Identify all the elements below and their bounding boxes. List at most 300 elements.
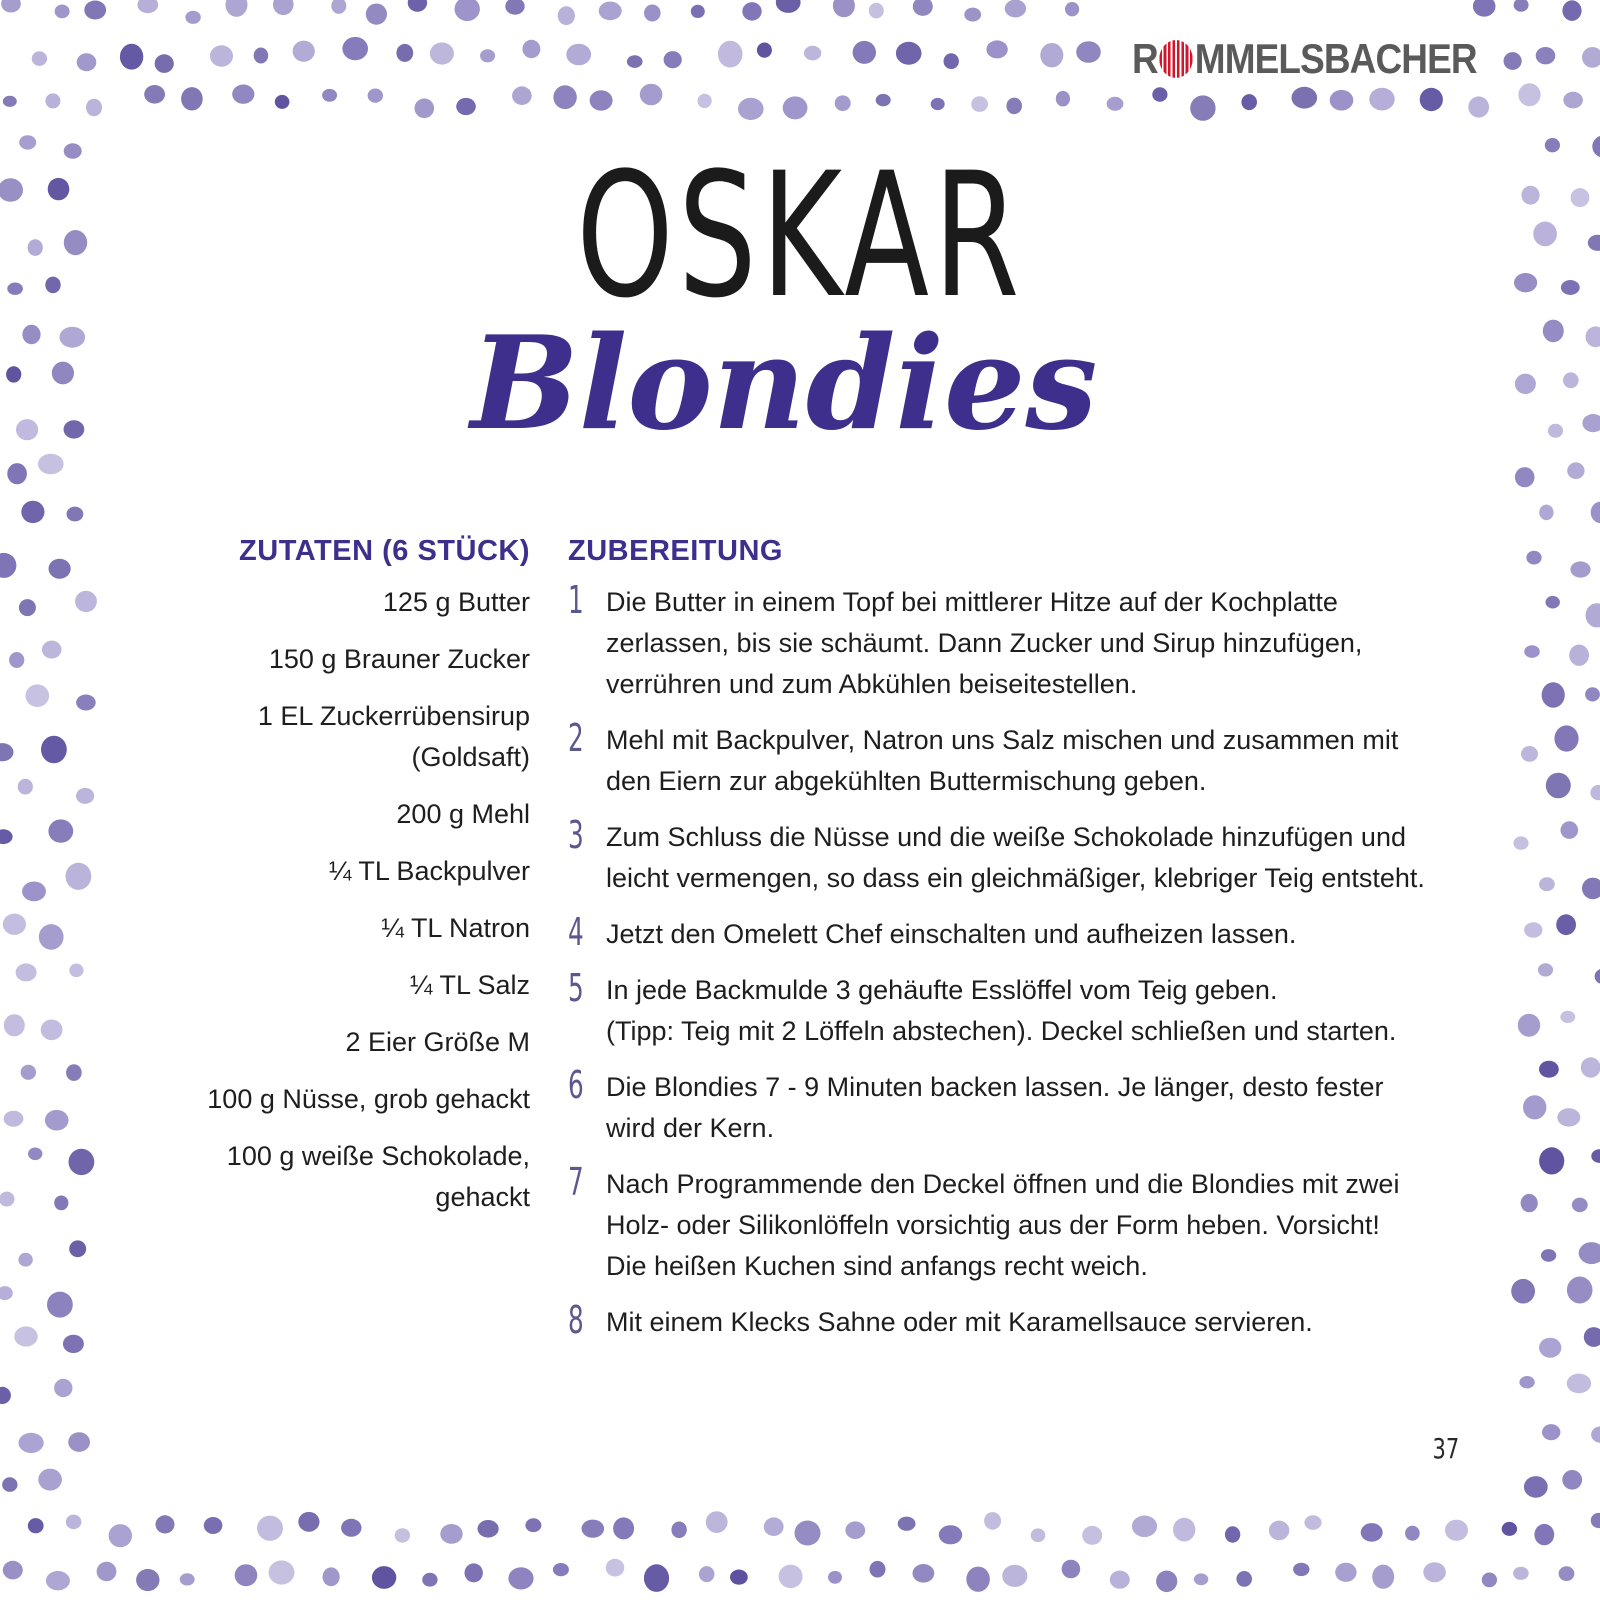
polka-dot — [1513, 1567, 1529, 1580]
polka-dot — [984, 1512, 1001, 1530]
polka-dot — [1236, 1571, 1252, 1587]
polka-dot — [1591, 1513, 1600, 1528]
polka-dot — [19, 1433, 44, 1453]
polka-dot — [1557, 1108, 1580, 1126]
polka-dot — [1563, 92, 1583, 109]
polka-dot — [7, 283, 23, 295]
polka-dot — [46, 1571, 70, 1590]
ingredient-line: gehackt — [435, 1182, 530, 1212]
polka-dot — [275, 95, 290, 109]
brand-logo-ring-icon — [1160, 40, 1193, 78]
polka-dot — [0, 1286, 13, 1300]
polka-dot — [939, 1525, 962, 1544]
polka-dot — [28, 239, 43, 256]
polka-dot — [22, 882, 46, 902]
polka-dot — [1082, 1526, 1102, 1545]
polka-dot — [599, 2, 622, 21]
ingredient-item — [160, 1136, 530, 1218]
polka-dot — [1076, 41, 1101, 63]
polka-dot — [1526, 551, 1541, 565]
polka-dot — [1542, 682, 1565, 707]
polka-dot — [1110, 1571, 1130, 1589]
step-text-line: zerlassen, bis sie schäumt. Dann Zucker und Sirup hinzufügen, — [606, 628, 1363, 658]
polka-dot — [1591, 502, 1600, 524]
preparation-column — [568, 534, 1448, 1358]
polka-dot — [1502, 1522, 1517, 1536]
polka-dot — [512, 86, 532, 105]
polka-dot — [21, 501, 44, 523]
polka-dot — [627, 55, 643, 68]
polka-dot — [155, 54, 174, 73]
polka-dot — [1567, 462, 1584, 479]
polka-dot — [38, 1469, 62, 1491]
polka-dot — [1561, 280, 1580, 295]
polka-dot — [1292, 87, 1318, 109]
polka-dot — [1595, 969, 1600, 984]
brand-logo-prefix: R — [1132, 35, 1158, 82]
ingredient-line: 1 EL Zuckerrübensirup — [257, 701, 530, 731]
polka-dot — [64, 143, 82, 158]
polka-dot — [4, 1014, 25, 1036]
polka-dot — [1591, 1426, 1600, 1442]
polka-dot — [1152, 87, 1167, 102]
polka-dot — [69, 1240, 86, 1257]
polka-dot — [757, 43, 772, 58]
step-text-line: wird der Kern. — [606, 1113, 775, 1143]
polka-dot — [870, 1561, 886, 1578]
polka-dot — [1002, 1565, 1027, 1587]
polka-dot — [14, 1326, 37, 1346]
polka-dot — [331, 0, 346, 14]
step-text-line: In jede Backmulde 3 gehäufte Esslöffel vom Teig geben. — [606, 975, 1278, 1005]
polka-dot — [42, 641, 62, 659]
polka-dot — [1570, 561, 1590, 577]
polka-dot — [1586, 603, 1600, 627]
polka-dot — [1582, 47, 1600, 68]
polka-dot — [764, 1517, 784, 1536]
polka-dot — [19, 135, 36, 149]
polka-dot — [204, 1517, 223, 1534]
polka-dot — [1534, 1524, 1554, 1545]
polka-dot — [1562, 1470, 1582, 1490]
polka-dot — [257, 1516, 283, 1541]
ingredients-column — [160, 534, 530, 1234]
polka-dot — [66, 1064, 82, 1081]
polka-dot — [508, 1567, 533, 1589]
preparation-steps — [568, 578, 1448, 1343]
polka-dot — [97, 1562, 117, 1581]
polka-dot — [1515, 467, 1535, 487]
ingredient-item — [160, 582, 530, 623]
polka-dot — [742, 2, 761, 20]
polka-dot — [1482, 1573, 1497, 1588]
polka-dot — [465, 1563, 483, 1582]
polka-dot — [4, 1111, 24, 1127]
step-text-line: den Eiern zur abgekühlten Buttermischung geben. — [606, 766, 1207, 796]
polka-dot — [833, 0, 855, 17]
polka-dot — [63, 1335, 84, 1353]
polka-dot — [1559, 1566, 1575, 1581]
polka-dot — [644, 5, 661, 22]
polka-dot — [232, 85, 254, 104]
polka-dot — [558, 6, 575, 25]
polka-dot — [1539, 1061, 1559, 1078]
polka-dot — [68, 1432, 90, 1452]
polka-dot — [698, 94, 712, 108]
polka-dot — [671, 1522, 686, 1539]
preparation-step — [568, 1160, 1448, 1287]
polka-dot — [9, 652, 24, 668]
polka-dot — [1330, 90, 1354, 111]
polka-dot — [779, 1565, 803, 1589]
preparation-step — [568, 1298, 1448, 1343]
polka-dot — [54, 1196, 68, 1211]
polka-dot — [372, 1566, 396, 1589]
ingredient-line: 100 g weiße Schokolade, — [226, 1141, 530, 1171]
polka-dot — [1567, 1374, 1591, 1394]
polka-dot — [1523, 1095, 1546, 1119]
polka-dot — [7, 463, 27, 484]
polka-dot — [1173, 1518, 1195, 1542]
polka-dot — [1539, 1147, 1564, 1174]
polka-dot — [1056, 91, 1070, 107]
polka-dot — [1065, 2, 1079, 16]
polka-dot — [109, 1524, 132, 1547]
polka-dot — [67, 507, 84, 522]
polka-dot — [1586, 326, 1600, 347]
polka-dot — [1190, 95, 1215, 120]
polka-dot — [455, 0, 480, 21]
polka-dot — [1560, 1011, 1575, 1023]
ingredient-line: 2 Eier Größe M — [345, 1027, 530, 1057]
polka-dot — [1538, 963, 1553, 976]
polka-dot — [835, 95, 851, 111]
polka-dot — [1539, 1338, 1561, 1358]
polka-dot — [26, 684, 50, 707]
step-number: 8 — [568, 1298, 584, 1342]
polka-dot — [45, 93, 60, 108]
polka-dot — [1423, 1562, 1446, 1582]
step-number: 3 — [568, 813, 584, 857]
polka-dot — [366, 4, 387, 25]
polka-dot — [210, 45, 233, 66]
step-number: 4 — [568, 910, 584, 954]
polka-dot — [1588, 235, 1600, 251]
step-text-line: Holz- oder Silikonlöffeln vorsichtig aus der Form heben. Vorsicht! — [606, 1210, 1380, 1240]
polka-dot — [0, 178, 23, 202]
polka-dot — [1514, 273, 1537, 292]
polka-dot — [3, 1561, 23, 1580]
polka-dot — [226, 0, 248, 17]
polka-dot — [1372, 1565, 1394, 1589]
polka-dot — [971, 96, 988, 112]
polka-dot — [21, 1065, 36, 1080]
polka-dot — [1293, 1563, 1309, 1576]
polka-dot — [181, 87, 203, 110]
polka-dot — [69, 1149, 95, 1175]
polka-dot — [776, 0, 801, 13]
polka-dot — [896, 42, 922, 65]
polka-dot — [853, 41, 876, 64]
ingredient-line: 100 g Nüsse, grob gehackt — [207, 1084, 530, 1114]
polka-dot — [1521, 746, 1538, 762]
polka-dot — [144, 85, 165, 104]
polka-dot — [323, 1567, 340, 1586]
step-text-line: Jetzt den Omelett Chef einschalten und aufheizen lassen. — [606, 919, 1297, 949]
polka-dot — [342, 37, 368, 60]
polka-dot — [478, 1520, 499, 1538]
polka-dot — [1335, 1563, 1356, 1582]
step-number: 6 — [568, 1063, 584, 1107]
polka-dot — [84, 1, 106, 20]
polka-dot — [1539, 505, 1553, 521]
polka-dot — [613, 1517, 634, 1539]
polka-dot — [1581, 1057, 1600, 1077]
polka-dot — [77, 53, 97, 71]
ingredient-item — [160, 1079, 530, 1120]
polka-dot — [706, 1511, 728, 1533]
polka-dot — [505, 0, 524, 15]
polka-dot — [1524, 1476, 1548, 1498]
step-number: 5 — [568, 966, 584, 1010]
polka-dot — [525, 1518, 541, 1532]
polka-dot — [0, 1192, 15, 1207]
ingredient-item — [160, 794, 530, 835]
polka-dot — [1521, 186, 1539, 205]
polka-dot — [828, 1571, 842, 1584]
polka-dot — [913, 0, 933, 16]
polka-dot — [396, 44, 413, 62]
polka-dot — [1590, 785, 1600, 800]
polka-dot — [1582, 878, 1600, 900]
polka-dot — [273, 0, 294, 15]
polka-dot — [19, 599, 36, 616]
ingredient-line: 200 g Mehl — [396, 799, 530, 829]
polka-dot — [1584, 1327, 1600, 1347]
polka-dot — [39, 924, 64, 950]
polka-dot — [415, 99, 435, 119]
title-oskar: OSKAR — [576, 135, 1024, 336]
polka-dot — [430, 42, 454, 64]
polka-dot — [931, 98, 945, 110]
preparation-step — [568, 910, 1448, 955]
polka-dot — [1504, 52, 1522, 70]
polka-dot — [48, 819, 73, 842]
polka-dot — [1518, 1014, 1540, 1037]
polka-dot — [48, 178, 70, 200]
step-text-line: Mit einem Klecks Sahne oder mit Karamellsauce servieren. — [606, 1307, 1313, 1337]
step-number: 1 — [568, 578, 584, 622]
step-text-line: Nach Programmende den Deckel öffnen und die Blondies mit zwei — [606, 1169, 1400, 1199]
polka-dot — [1156, 1571, 1177, 1593]
polka-dot — [1420, 88, 1443, 111]
polka-dot — [156, 1515, 175, 1533]
polka-dot — [944, 53, 959, 69]
polka-dot — [368, 89, 383, 103]
polka-dot — [185, 11, 200, 24]
polka-dot — [718, 41, 743, 68]
polka-dot — [76, 788, 94, 804]
polka-dot — [269, 1560, 295, 1584]
polka-dot — [1524, 922, 1542, 937]
step-text-line: Zum Schluss die Nüsse und die weiße Schokolade hinzufügen und — [606, 822, 1406, 852]
polka-dot — [691, 5, 705, 18]
polka-dot — [456, 98, 476, 115]
polka-dot — [1569, 645, 1589, 666]
polka-dot — [730, 1570, 748, 1585]
polka-dot — [1514, 0, 1529, 12]
preparation-step — [568, 716, 1448, 802]
polka-dot — [1062, 1560, 1081, 1579]
ingredients-list — [160, 582, 530, 1218]
preparation-heading: ZUBEREITUNG — [568, 535, 783, 567]
step-text-line: (Tipp: Teig mit 2 Löffeln abstechen). Deckel schließen und starten. — [606, 1016, 1397, 1046]
polka-dot — [1468, 96, 1489, 117]
polka-dot — [1524, 645, 1540, 658]
polka-dot — [408, 0, 427, 12]
polka-dot — [440, 1524, 462, 1544]
polka-dot — [75, 591, 97, 612]
polka-dot — [54, 1379, 72, 1397]
polka-dot — [1539, 877, 1555, 891]
polka-dot — [522, 40, 540, 58]
brand-logo — [1132, 34, 1477, 84]
polka-dot — [1518, 83, 1540, 106]
polka-dot — [664, 51, 682, 68]
polka-dot — [55, 4, 70, 18]
polka-dot — [795, 1521, 821, 1546]
step-text-line: leicht vermengen, so dass ein gleichmäßiger, klebriger Teig entsteht. — [606, 863, 1425, 893]
polka-dot — [1031, 1528, 1046, 1542]
polka-dot — [45, 1110, 69, 1131]
step-text-line: Die heißen Kuchen sind anfangs recht weich. — [606, 1251, 1148, 1281]
polka-dot — [1521, 1194, 1538, 1212]
polka-dot — [606, 1559, 625, 1577]
step-number: 2 — [568, 716, 584, 760]
polka-dot — [1005, 0, 1026, 17]
polka-dot — [1554, 725, 1578, 751]
polka-dot — [66, 1515, 82, 1530]
polka-dot — [180, 1573, 195, 1585]
polka-dot — [1572, 1198, 1588, 1213]
polka-dot — [783, 96, 808, 119]
polka-dot — [845, 1521, 865, 1539]
polka-dot — [64, 230, 87, 255]
polka-dot — [1556, 914, 1576, 935]
polka-dot — [137, 0, 158, 13]
polka-dot — [1519, 1376, 1534, 1388]
title-blondies: Blondies — [470, 309, 1098, 459]
polka-dot — [1304, 1515, 1321, 1530]
polka-dot — [235, 1564, 258, 1586]
ingredient-item — [160, 965, 530, 1006]
polka-dot — [1591, 1149, 1600, 1163]
polka-dot — [1585, 687, 1600, 701]
preparation-step — [568, 813, 1448, 899]
polka-dot — [898, 1517, 916, 1531]
preparation-step — [568, 1063, 1448, 1149]
polka-dot — [45, 277, 60, 294]
step-text-line: Die Blondies 7 - 9 Minuten backen lassen. Je länger, desto fester — [606, 1072, 1384, 1102]
polka-dot — [0, 743, 14, 761]
polka-dot — [32, 51, 47, 66]
polka-dot — [0, 553, 16, 578]
polka-dot — [1579, 1242, 1600, 1264]
polka-dot — [0, 1387, 11, 1404]
ingredients-heading: ZUTATEN (6 STÜCK) — [239, 535, 530, 567]
polka-dot — [28, 1518, 44, 1533]
polka-dot — [69, 964, 83, 978]
step-number: 7 — [568, 1160, 584, 1204]
polka-dot — [2, 1477, 17, 1492]
polka-dot — [76, 695, 96, 711]
polka-dot — [422, 1573, 437, 1587]
polka-dot — [28, 1148, 42, 1161]
polka-dot — [254, 48, 269, 64]
ingredient-line: (Goldsaft) — [411, 742, 530, 772]
polka-dot — [480, 49, 495, 62]
polka-dot — [1567, 1277, 1593, 1304]
polka-dot — [49, 559, 71, 579]
polka-dot — [1546, 773, 1571, 799]
polka-dot — [1561, 821, 1579, 839]
polka-dot — [1405, 1526, 1420, 1541]
polka-dot — [3, 914, 26, 935]
polka-dot — [1545, 138, 1560, 152]
step-text-line: verrühren und zum Abkühlen beiseitestellen. — [606, 669, 1138, 699]
polka-dot — [1511, 1279, 1535, 1304]
ingredient-item — [160, 1022, 530, 1063]
polka-dot — [966, 1567, 990, 1592]
polka-dot — [1582, 414, 1600, 432]
polka-dot — [0, 829, 13, 844]
polka-dot — [1546, 596, 1560, 609]
polka-dot — [1269, 1521, 1289, 1541]
polka-dot — [986, 40, 1007, 58]
polka-dot — [395, 1528, 410, 1542]
polka-dot — [18, 779, 33, 795]
polka-dot — [47, 1292, 73, 1318]
polka-dot — [1132, 1516, 1157, 1538]
polka-dot — [1562, 0, 1581, 21]
step-text-line: Die Butter in einem Topf bei mittlerer Hitze auf der Kochplatte — [606, 587, 1338, 617]
polka-dot — [120, 44, 143, 70]
polka-dot — [1225, 1526, 1240, 1542]
polka-dot — [41, 736, 67, 764]
ingredient-item — [160, 908, 530, 949]
polka-dot — [16, 963, 37, 981]
ingredient-line: ¼ TL Backpulver — [328, 856, 530, 886]
brand-logo-suffix: MMELSBACHER — [1194, 35, 1477, 82]
ingredient-line: ¼ TL Natron — [381, 913, 530, 943]
polka-dot — [553, 1563, 569, 1576]
polka-dot — [566, 44, 591, 66]
polka-dot — [1107, 97, 1124, 111]
polka-dot — [322, 89, 337, 102]
ingredient-line: ¼ TL Salz — [409, 970, 530, 1000]
polka-dot — [1369, 88, 1394, 111]
polka-dot — [1536, 47, 1556, 64]
ingredient-item — [160, 696, 530, 778]
polka-dot — [66, 863, 92, 890]
polka-dot — [293, 41, 315, 62]
polka-dot — [1006, 98, 1022, 115]
polka-dot — [1592, 135, 1600, 158]
polka-dot — [38, 454, 64, 475]
polka-dot — [699, 1566, 715, 1582]
polka-dot — [553, 85, 576, 109]
polka-dot — [298, 1512, 319, 1532]
